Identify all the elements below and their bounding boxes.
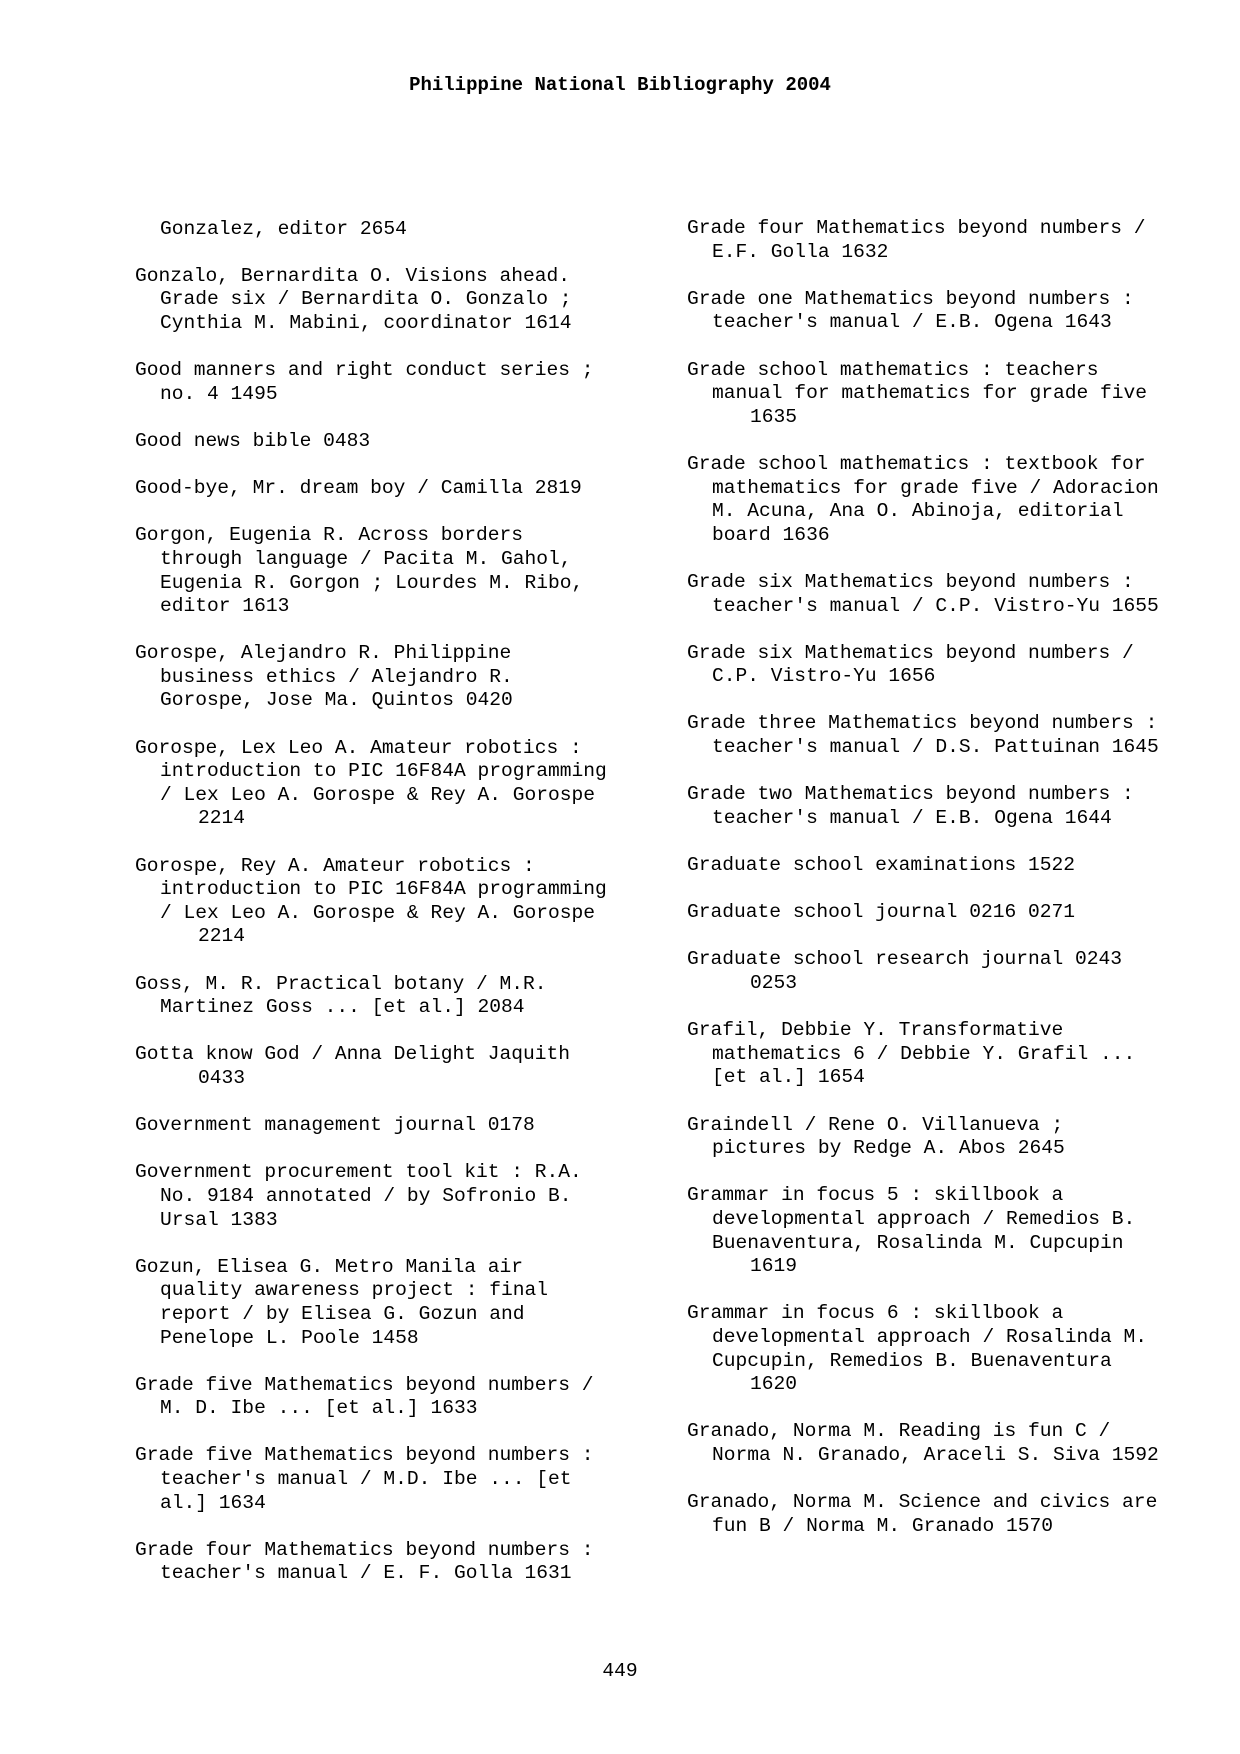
entry-line: Grade school mathematics : teachers (687, 358, 1099, 381)
entry-line: Cupcupin, Remedios B. Buenaventura (712, 1349, 1112, 1372)
bibliography-entry (135, 1444, 675, 1515)
entry-line: Grammar in focus 5 : skillbook a (687, 1184, 1064, 1207)
entry-line: Gorospe, Alejandro R. Philippine (135, 642, 512, 665)
entry-line: Grade two Mathematics beyond numbers : (687, 783, 1134, 806)
entry-line: teacher's manual / C.P. Vistro-Yu 1655 (712, 594, 1159, 617)
entry-line: Grade five Mathematics beyond numbers / (135, 1373, 594, 1396)
entry-line: developmental approach / Rosalinda M. (712, 1325, 1148, 1348)
bibliography-entry (687, 571, 1227, 618)
entry-line: fun B / Norma M. Granado 1570 (712, 1514, 1053, 1537)
bibliography-entry (135, 737, 675, 831)
entry-line: Graindell / Rene O. Villanueva ; (687, 1113, 1064, 1136)
bibliography-entry (687, 1420, 1227, 1467)
bibliography-entry (135, 194, 675, 241)
entry-line: Gonzalez, editor 2654 (160, 217, 407, 240)
entry-line: Good manners and right conduct series ; (135, 359, 594, 382)
bibliography-entry (135, 1539, 675, 1586)
entry-line: No. 9184 annotated / by Sofronio B. (160, 1184, 572, 1207)
entry-line: Grade six / Bernardita O. Gonzalo ; (160, 288, 572, 311)
entry-line: Norma N. Granado, Araceli S. Siva 1592 (712, 1443, 1159, 1466)
entry-line (135, 194, 675, 218)
entry-line: Grammar in focus 6 : skillbook a (687, 1302, 1064, 1325)
entry-line: teacher's manual / M.D. Ibe ... [et (160, 1468, 572, 1491)
entry-line: Gonzalo, Bernardita O. Visions ahead. (135, 264, 571, 287)
entry-line: developmental approach / Remedios B. (712, 1207, 1136, 1230)
entry-line: Grade four Mathematics beyond numbers / (687, 217, 1146, 239)
page-number: 449 (602, 1660, 638, 1682)
entry-line: Grade one Mathematics beyond numbers : (687, 287, 1134, 310)
entry-line: Grade five Mathematics beyond numbers : (135, 1444, 594, 1467)
entry-line: Grafil, Debbie Y. Transformative (687, 1019, 1064, 1042)
entry-line: Grade six Mathematics beyond numbers / (687, 641, 1134, 664)
bibliography-entry (687, 1114, 1227, 1161)
entry-line: Granado, Norma M. Science and civics are (687, 1491, 1158, 1514)
entry-line: mathematics 6 / Debbie Y. Grafil ... (712, 1042, 1136, 1065)
entry-line: Penelope L. Poole 1458 (160, 1326, 419, 1349)
right-column (687, 217, 1227, 1562)
entry-line: no. 4 1495 (160, 382, 278, 405)
bibliography-entry (687, 217, 1227, 264)
entry-line: Gorospe, Lex Leo A. Amateur robotics : (135, 736, 582, 759)
entry-line: Grade six Mathematics beyond numbers : (687, 570, 1134, 593)
entry-line: business ethics / Alejandro R. (160, 665, 513, 688)
entry-line: [et al.] 1654 (712, 1066, 865, 1089)
entry-line: 2214 (198, 925, 246, 948)
bibliography-entry (135, 1256, 675, 1350)
bibliography-entry (687, 901, 1227, 925)
bibliography-entry (135, 265, 675, 336)
entry-line: board 1636 (712, 523, 830, 546)
entry-line: teacher's manual / E.B. Ogena 1643 (712, 311, 1112, 334)
entry-line: Gorgon, Eugenia R. Across borders (135, 524, 524, 547)
entry-line: Eugenia R. Gorgon ; Lourdes M. Ribo, (160, 571, 584, 594)
entry-line: 1619 (750, 1255, 798, 1278)
entry-line: Grade school mathematics : textbook for (687, 452, 1146, 475)
entry-line: C.P. Vistro-Yu 1656 (712, 665, 936, 688)
entry-line: Gotta know God / Anna Delight Jaquith (135, 1043, 571, 1066)
entry-line: introduction to PIC 16F84A programming (160, 878, 607, 901)
bibliography-entry (687, 453, 1227, 547)
entry-line: quality awareness project : final (160, 1279, 549, 1302)
entry-line: through language / Pacita M. Gahol, (160, 547, 572, 570)
entry-line: Good news bible 0483 (135, 429, 371, 452)
entry-line: M. D. Ibe ... [et al.] 1633 (160, 1397, 478, 1420)
entry-line: report / by Elisea G. Gozun and (160, 1302, 525, 1325)
bibliography-entry (687, 948, 1227, 995)
entry-line: 0433 (198, 1066, 246, 1089)
entry-line: Gozun, Elisea G. Metro Manila air (135, 1255, 524, 1278)
bibliography-entry (135, 642, 675, 713)
bibliography-entry (687, 1302, 1227, 1396)
entry-line: / Lex Leo A. Gorospe & Rey A. Gorospe (160, 901, 596, 924)
entry-line: Good-bye, Mr. dream boy / Camilla 2819 (135, 477, 582, 500)
entry-line: Martinez Goss ... [et al.] 2084 (160, 996, 525, 1019)
entry-line: teacher's manual / D.S. Pattuinan 1645 (712, 736, 1159, 759)
entry-line: E.F. Golla 1632 (712, 240, 889, 263)
left-column (135, 194, 675, 1610)
bibliography-entry (135, 973, 675, 1020)
bibliography-entry (135, 1043, 675, 1090)
entry-line: mathematics for grade five / Adoracion (712, 476, 1159, 499)
page-title: Philippine National Bibliography 2004 (409, 74, 831, 96)
entry-line: 2214 (198, 807, 246, 830)
bibliography-entry (687, 712, 1227, 759)
entry-line: teacher's manual / E.B. Ogena 1644 (712, 806, 1112, 829)
entry-line: teacher's manual / E. F. Golla 1631 (160, 1562, 572, 1585)
bibliography-entry (135, 1161, 675, 1232)
entry-line: / Lex Leo A. Gorospe & Rey A. Gorospe (160, 783, 596, 806)
entry-line: Grade four Mathematics beyond numbers : (135, 1538, 594, 1561)
entry-line: Buenaventura, Rosalinda M. Cupcupin (712, 1231, 1124, 1254)
bibliography-entry (135, 477, 675, 501)
entry-line: 1635 (750, 405, 798, 428)
entry-line: al.] 1634 (160, 1491, 266, 1514)
entry-line: Graduate school research journal 0243 (687, 948, 1123, 971)
entry-line: introduction to PIC 16F84A programming (160, 760, 607, 783)
bibliography-entry (687, 1491, 1227, 1538)
entry-line: Grade three Mathematics beyond numbers : (687, 712, 1158, 735)
bibliography-entry (135, 855, 675, 949)
entry-line: 0253 (750, 972, 798, 994)
entry-line: Graduate school journal 0216 0271 (687, 901, 1076, 924)
entry-line: editor 1613 (160, 595, 290, 618)
bibliography-entry (135, 1374, 675, 1421)
entry-line: Gorospe, Rey A. Amateur robotics : (135, 854, 535, 877)
entry-line: 1620 (750, 1373, 798, 1396)
entry-line: Graduate school examinations 1522 (687, 854, 1076, 877)
entry-line: Goss, M. R. Practical botany / M.R. (135, 972, 547, 995)
entry-line: Granado, Norma M. Reading is fun C / (687, 1420, 1111, 1443)
entry-line: pictures by Redge A. Abos 2645 (712, 1137, 1065, 1160)
bibliography-entry (135, 359, 675, 406)
entry-line: Government management journal 0178 (135, 1114, 535, 1137)
bibliography-entry (687, 288, 1227, 335)
entry-line: Ursal 1383 (160, 1208, 278, 1231)
bibliography-entry (687, 783, 1227, 830)
entry-line: Government procurement tool kit : R.A. (135, 1161, 582, 1184)
bibliography-entry (135, 524, 675, 618)
entry-line: manual for mathematics for grade five (712, 382, 1148, 405)
bibliography-entry (687, 1184, 1227, 1278)
bibliography-entry (135, 430, 675, 454)
bibliography-entry (687, 359, 1227, 430)
bibliography-entry (687, 1019, 1227, 1090)
bibliography-entry (135, 1114, 675, 1138)
bibliography-entry (687, 642, 1227, 689)
entry-line: M. Acuna, Ana O. Abinoja, editorial (712, 500, 1124, 523)
entry-line: Cynthia M. Mabini, coordinator 1614 (160, 311, 572, 334)
bibliography-entry (687, 854, 1227, 878)
entry-line: Gorospe, Jose Ma. Quintos 0420 (160, 689, 513, 712)
